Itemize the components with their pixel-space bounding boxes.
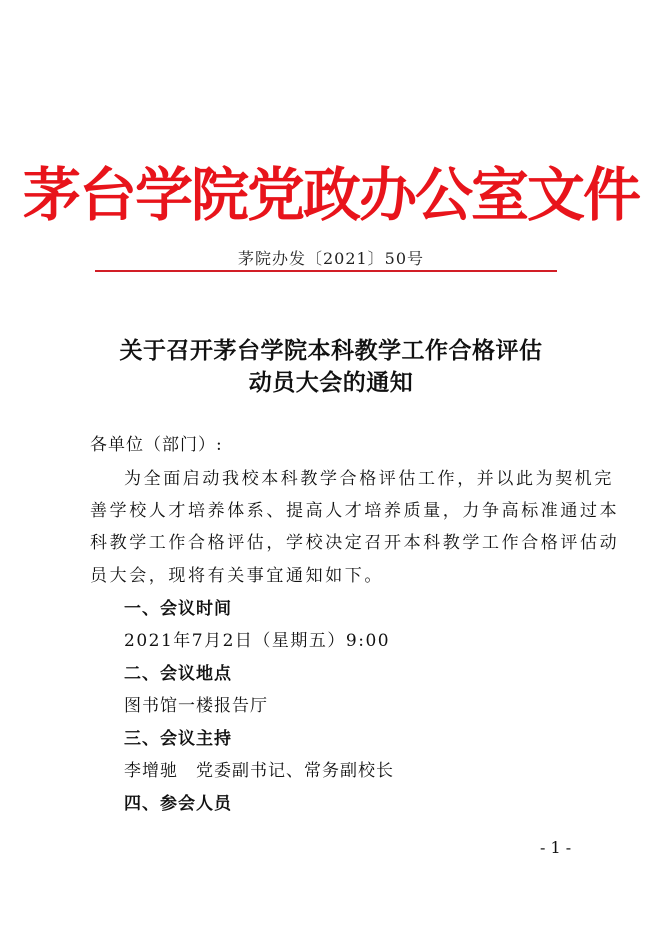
intro-line: 为全面启动我校本科教学合格评估工作，并以此为契机完 xyxy=(124,469,614,489)
document-number: 茅院办发〔2021〕50号 xyxy=(237,249,425,268)
notice-title-line-1: 关于召开茅台学院本科教学工作合格评估 xyxy=(119,337,543,364)
salutation: 各单位（部门）: xyxy=(90,435,223,455)
meeting-location: 图书馆一楼报告厅 xyxy=(124,696,268,716)
intro-line: 科教学工作合格评估，学校决定召开本科教学工作合格评估动 xyxy=(90,533,620,553)
meeting-time: 2021年7月2日（星期五）9:00 xyxy=(124,631,391,651)
meeting-host: 李增驰 党委副书记、常务副校长 xyxy=(124,761,394,781)
document-title: 茅台学院党政办公室文件 xyxy=(22,161,639,229)
intro-line: 善学校人才培养体系、提高人才培养质量，力争高标准通过本 xyxy=(90,501,620,521)
intro-line: 员大会，现将有关事宜通知如下。 xyxy=(90,566,384,586)
section-heading-location: 二、会议地点 xyxy=(124,664,232,684)
red-divider xyxy=(95,270,557,272)
section-heading-host: 三、会议主持 xyxy=(124,729,232,749)
page-number: - 1 - xyxy=(540,838,572,857)
section-heading-time: 一、会议时间 xyxy=(124,599,232,619)
section-heading-attendees: 四、参会人员 xyxy=(124,794,232,814)
notice-title-line-2: 动员大会的通知 xyxy=(248,369,414,396)
